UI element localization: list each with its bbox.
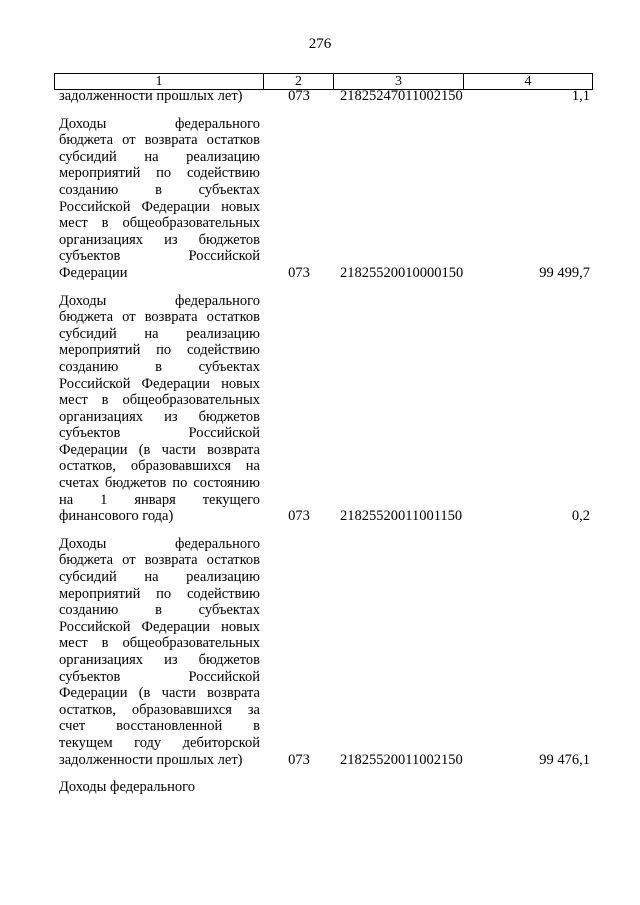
description-line: бюджета от возврата остатков — [59, 309, 260, 326]
description-line: задолженности прошлых лет) — [59, 88, 243, 104]
description-line: мест в общеобразовательных — [59, 215, 260, 232]
row-description — [59, 293, 260, 525]
column-header-1: 1 — [55, 74, 264, 90]
row-description — [59, 536, 260, 768]
table-body — [0, 88, 640, 807]
row-amount: 99 476,1 — [539, 751, 590, 768]
column-header-3: 3 — [334, 74, 464, 90]
description-line: Федерации — [59, 264, 128, 281]
description-line: Федерации (в части возврата — [59, 441, 260, 458]
table-row — [0, 88, 640, 105]
row-budget-code: 21825520011001150 — [340, 508, 463, 525]
row-budget-code: 21825247011002150 — [340, 88, 463, 104]
description-line: созданию в субъектах — [59, 358, 260, 375]
page-number: 276 — [308, 36, 332, 52]
row-admin-code: 073 — [288, 264, 310, 281]
row-description — [59, 116, 260, 282]
description-line: мероприятий по содействию — [59, 342, 260, 359]
table-row — [0, 116, 640, 282]
description-line: на 1 января текущего — [59, 491, 260, 508]
description-line: Российской Федерации новых — [59, 618, 260, 635]
description-line: субсидий на реализацию — [59, 325, 260, 342]
description-line: Доходы федерального — [59, 779, 196, 796]
description-line: субсидий на реализацию — [59, 148, 260, 165]
description-line: мероприятий по содействию — [59, 585, 260, 602]
description-line: субъектов Российской — [59, 425, 260, 442]
description-line: остатков, образовавшихся на — [59, 458, 260, 475]
row-budget-code: 21825520011002150 — [340, 751, 463, 768]
description-line: организациях из бюджетов — [59, 231, 260, 248]
description-line: Доходы федерального — [59, 292, 260, 309]
description-line: счетах бюджетов по состоянию — [59, 475, 260, 492]
description-line: финансового года) — [59, 508, 174, 525]
description-line: бюджета от возврата остатков — [59, 552, 260, 569]
description-line: созданию в субъектах — [59, 602, 260, 619]
row-amount: 99 499,7 — [539, 264, 590, 281]
description-line: созданию в субъектах — [59, 181, 260, 198]
table-row — [0, 779, 640, 796]
row-description — [59, 88, 260, 105]
row-amount: 0,2 — [571, 508, 590, 525]
description-line: мест в общеобразовательных — [59, 635, 260, 652]
row-admin-code: 073 — [288, 88, 310, 104]
description-line: задолженности прошлых лет) — [59, 751, 243, 768]
row-admin-code: 073 — [288, 508, 310, 525]
row-admin-code: 073 — [288, 751, 310, 768]
table-row — [0, 536, 640, 768]
description-line: субсидий на реализацию — [59, 569, 260, 586]
description-line: счет восстановленной в — [59, 718, 260, 735]
description-line: остатков, образовавшихся за — [59, 701, 260, 718]
table-row — [0, 293, 640, 525]
description-line: мероприятий по содействию — [59, 165, 260, 182]
row-amount: 1,1 — [571, 88, 590, 104]
description-line: организациях из бюджетов — [59, 408, 260, 425]
description-line: субъектов Российской — [59, 668, 260, 685]
description-line: Федерации (в части возврата — [59, 685, 260, 702]
description-line: бюджета от возврата остатков — [59, 132, 260, 149]
column-header-2: 2 — [264, 74, 334, 90]
row-budget-code: 21825520010000150 — [340, 264, 464, 281]
description-line: текущем году дебиторской — [59, 734, 260, 751]
description-line: мест в общеобразовательных — [59, 392, 260, 409]
description-line: Российской Федерации новых — [59, 375, 260, 392]
description-line: субъектов Российской — [59, 248, 260, 265]
column-header-4: 4 — [464, 74, 593, 90]
description-line: организациях из бюджетов — [59, 652, 260, 668]
description-line: Доходы федерального — [59, 535, 260, 552]
description-line: Доходы федерального — [59, 115, 260, 132]
description-line: Российской Федерации новых — [59, 198, 260, 215]
row-description — [59, 779, 260, 796]
